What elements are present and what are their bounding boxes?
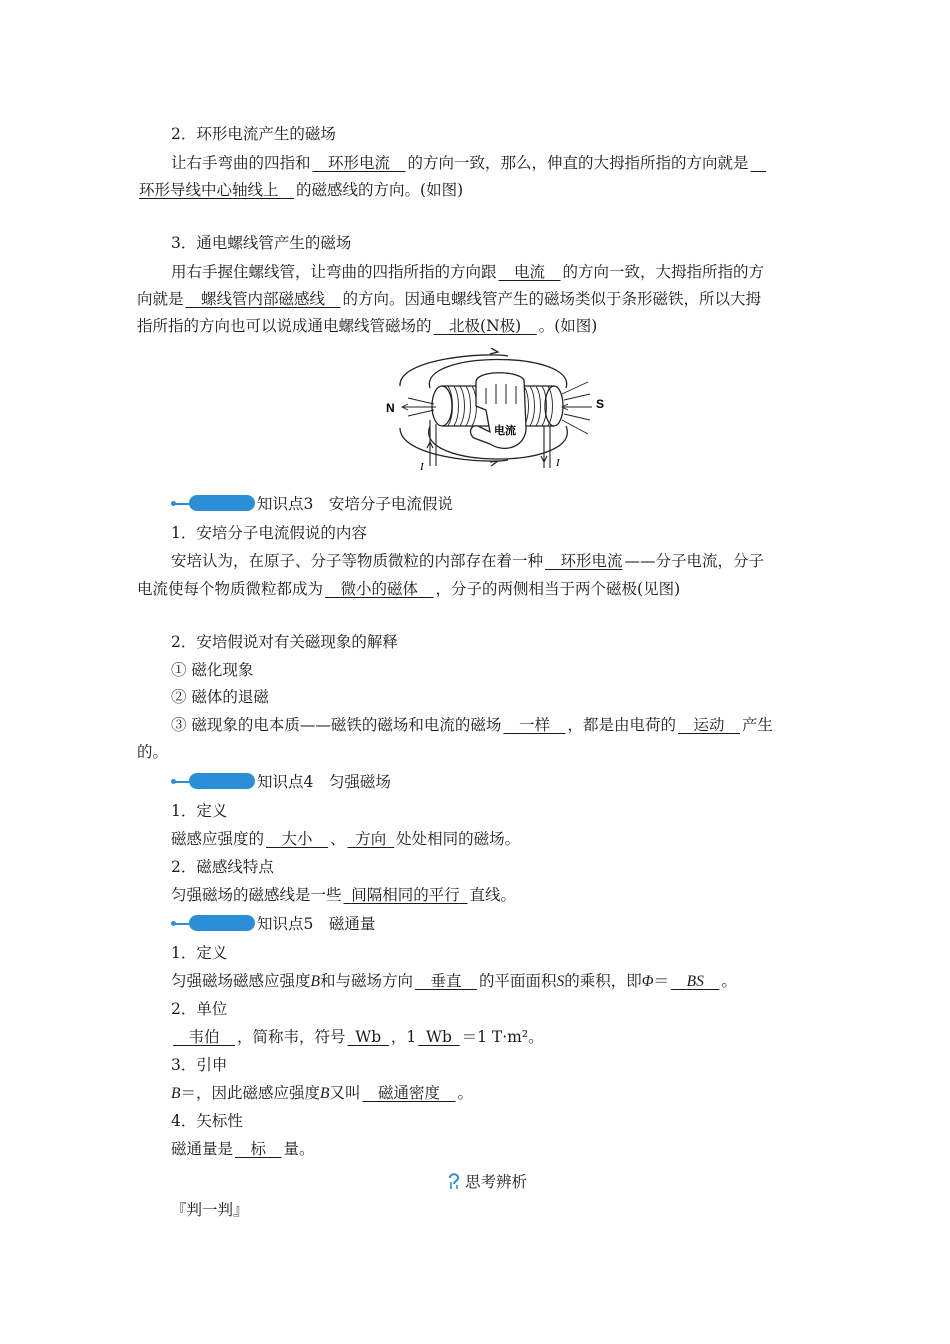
blank-answer: BS bbox=[686, 973, 704, 990]
think-icon bbox=[447, 1172, 461, 1190]
kp5-para-3: B＝，因此磁感应强度B又叫 磁通密度 。 bbox=[171, 1084, 473, 1102]
blank-answer: 环形电流 bbox=[560, 552, 623, 570]
kp5-subheading-2: 2．单位 bbox=[171, 1000, 228, 1018]
blank-answer: 方向 bbox=[355, 830, 387, 848]
knowledge-point-3-title: 知识点3 安培分子电流假说 bbox=[257, 495, 453, 513]
section-2-para-line1: 让右手弯曲的四指和 环形电流 的方向一致，那么，伸直的大拇指所指的方向就是 bbox=[171, 154, 749, 172]
kp3-para-line1: 安培认为，在原子、分子等物质微粒的内部存在着一种 环形电流 ——分子电流，分子 bbox=[171, 552, 765, 570]
label-i-right: I bbox=[556, 457, 560, 469]
blank-answer: 间隔相同的平行 bbox=[351, 886, 460, 904]
solenoid-figure bbox=[378, 348, 620, 473]
kp5-para-1: 匀强磁场磁感应强度B和与磁场方向 垂直 的平面面积S的乘积，即Φ＝ BS 。 bbox=[171, 972, 737, 990]
kp3-item-1: ① 磁化现象 bbox=[171, 661, 254, 679]
label-i-left: I bbox=[420, 461, 424, 473]
kp4-para-1: 磁感应强度的 大小 、 方向 处处相同的磁场。 bbox=[171, 830, 521, 848]
kp3-subheading-2: 2．安培假说对有关磁现象的解释 bbox=[171, 633, 398, 651]
section-3-para-line3: 指所指的方向也可以说成通电螺线管磁场的 北极(N极) 。(如图) bbox=[137, 317, 598, 335]
blank-answer: 环形电流 bbox=[328, 154, 391, 172]
section-2-para-line2: 环形导线中心轴线上 的磁感线的方向。(如图) bbox=[139, 181, 464, 199]
blank-answer: 电流 bbox=[514, 263, 546, 281]
blank-answer: 北极(N极) bbox=[449, 317, 522, 335]
kp4-subheading-1: 1．定义 bbox=[171, 802, 228, 820]
section-3-title: 3．通电螺线管产生的磁场 bbox=[171, 234, 352, 252]
kp3-item-3: ③ 磁现象的电本质——磁铁的磁场和电流的磁场 一样 ，都是由电荷的 运动 产生 bbox=[171, 716, 773, 734]
label-s: S bbox=[596, 397, 605, 411]
blank-answer: 磁通密度 bbox=[377, 1084, 440, 1102]
blank-answer: 运动 bbox=[693, 716, 725, 734]
label-current: 电流 bbox=[494, 424, 516, 437]
blank-answer: 微小的磁体 bbox=[340, 580, 419, 598]
blank-answer: 大小 bbox=[281, 830, 313, 848]
blank-answer: 螺线管内部磁感线 bbox=[201, 290, 326, 308]
kp5-subheading-1: 1．定义 bbox=[171, 944, 228, 962]
section-3-para-line2: 向就是 螺线管内部磁感线 的方向。因通电螺线管产生的磁场类似于条形磁铁，所以大拇 bbox=[137, 290, 762, 308]
kp3-subheading-1: 1．安培分子电流假说的内容 bbox=[171, 524, 367, 542]
section-2-title: 2．环形电流产生的磁场 bbox=[171, 125, 336, 143]
kp3-para-line2: 电流使每个物质微粒都成为 微小的磁体 ，分子的两侧相当于两个磁极(见图) bbox=[137, 580, 681, 598]
blank-answer: 一样 bbox=[518, 716, 550, 734]
kp3-item-3-cont: 的。 bbox=[137, 743, 169, 761]
blue-pill-icon bbox=[189, 495, 255, 511]
knowledge-point-5-title: 知识点5 磁通量 bbox=[257, 915, 376, 933]
kp5-para-2: 韦伯 ，简称韦，符号 Wb ，1 Wb ＝1 T·m²。 bbox=[171, 1027, 544, 1047]
blank-answer: Wb bbox=[426, 1028, 452, 1046]
blue-pill-icon bbox=[189, 773, 255, 789]
hand-shape bbox=[471, 373, 526, 449]
judge-heading: 『判一判』 bbox=[171, 1201, 249, 1219]
kp5-subheading-3: 3．引申 bbox=[171, 1056, 228, 1074]
solenoid-diagram bbox=[378, 348, 620, 473]
blue-pill-icon bbox=[189, 915, 255, 931]
kp3-item-2: ② 磁体的退磁 bbox=[171, 688, 269, 706]
kp4-para-2: 匀强磁场的磁感线是一些 间隔相同的平行 直线。 bbox=[171, 886, 517, 904]
blank-answer: 韦伯 bbox=[188, 1028, 220, 1046]
blank-answer: 标 bbox=[250, 1140, 267, 1158]
blank-answer: 垂直 bbox=[430, 972, 462, 990]
blank-answer: Wb bbox=[355, 1028, 382, 1046]
label-n: N bbox=[386, 401, 395, 415]
section-3-para-line1: 用右手握住螺线管，让弯曲的四指所指的方向跟 电流 的方向一致，大拇指所指的方 bbox=[171, 263, 765, 281]
kp4-subheading-2: 2．磁感线特点 bbox=[171, 858, 274, 876]
kp5-subheading-4: 4．矢标性 bbox=[171, 1112, 243, 1130]
kp5-para-4: 磁通量是 标 量。 bbox=[171, 1140, 315, 1158]
knowledge-point-4-title: 知识点4 匀强磁场 bbox=[257, 773, 391, 791]
think-analyze-heading: 思考辨析 bbox=[447, 1172, 527, 1192]
blank-answer: 环形导线中心轴线上 bbox=[139, 181, 279, 199]
